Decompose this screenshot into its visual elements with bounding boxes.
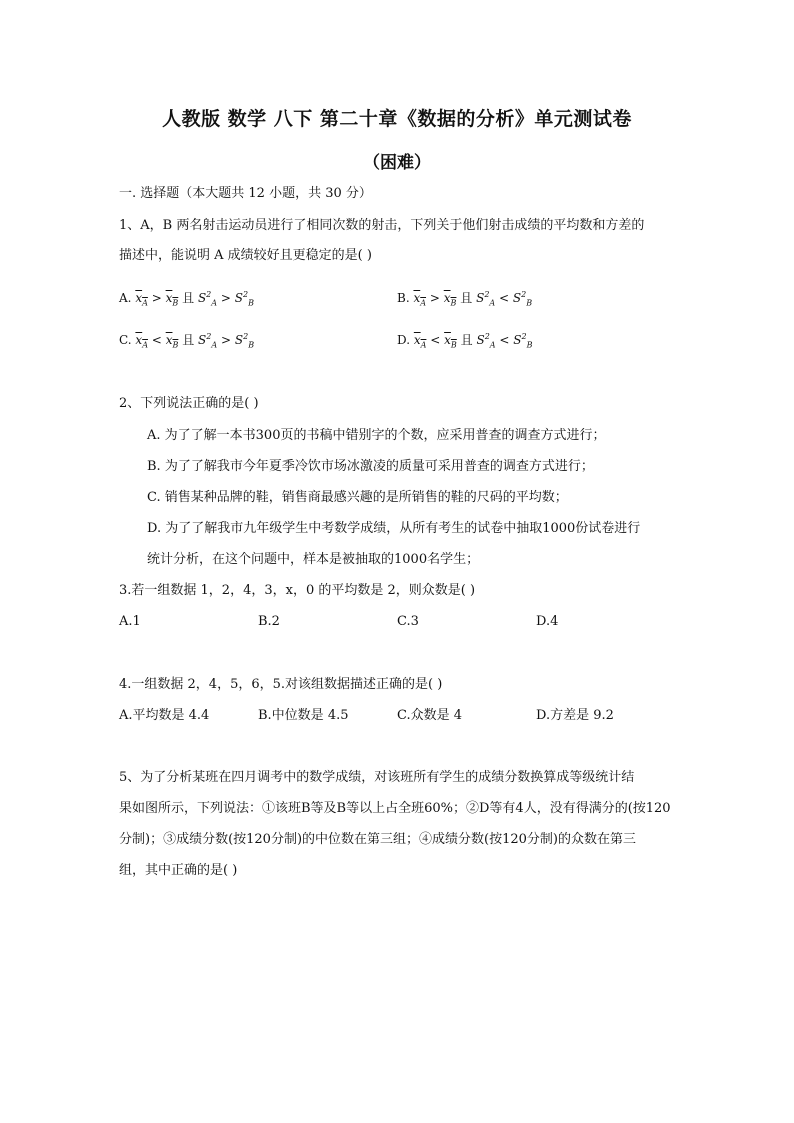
- q3-stem: 3.若一组数据 1，2，4，3，x，0 的平均数是 2，则众数是( ): [119, 583, 476, 598]
- q5-stem-line3: 分制)；③成绩分数(按120分制)的中位数在第三组；④成绩分数(按120分制)的众数在第三: [119, 832, 636, 847]
- q3-option-d: D.4: [536, 614, 559, 629]
- q4-option-a: A.平均数是 4.4: [119, 708, 210, 723]
- q2-option-d-line1: D. 为了了解我市九年级学生中考数学成绩，从所有考生的试卷中抽取1000份试卷进行: [147, 521, 641, 536]
- q1-option-a: A. $x_A > x_B$ 且 $S^2_A > S^2_B$: [119, 290, 254, 308]
- mean-b: $x_B$: [165, 291, 179, 308]
- page-title: 人教版 数学 八下 第二十章《数据的分析》单元测试卷: [162, 108, 632, 130]
- page-subtitle: （困难）: [363, 153, 431, 173]
- q2-option-b: B. 为了了解我市今年夏季冷饮市场冰激凌的质量可采用普查的调查方式进行；: [147, 459, 594, 474]
- q1-stem-line2: 描述中，能说明 A 成绩较好且更稳定的是( ): [119, 248, 372, 263]
- q1-stem-line1: 1、A，B 两名射击运动员进行了相同次数的射击，下列关于他们射击成绩的平均数和方差的: [119, 218, 645, 233]
- q1-option-d: D. $x_A < x_B$ 且 $S^2_A < S^2_B$: [397, 332, 533, 350]
- q3-option-b: B.2: [258, 614, 280, 629]
- q2-option-c: C. 销售某种品牌的鞋，销售商最感兴趣的是所销售的鞋的尺码的平均数；: [147, 490, 568, 505]
- q2-stem: 2、下列说法正确的是( ): [119, 396, 259, 411]
- q5-stem-line2: 果如图所示，下列说法：①该班B等及B等以上占全班60%；②D等有4人，没有得满分的(按120: [119, 801, 671, 816]
- q3-option-c: C.3: [397, 614, 419, 629]
- q4-option-c: C.众数是 4: [397, 708, 463, 723]
- q1-option-c: C. $x_A < x_B$ 且 $S^2_A > S^2_B$: [119, 332, 255, 350]
- q2-option-d-line2: 统计分析，在这个问题中，样本是被抽取的1000名学生；: [147, 552, 480, 567]
- q4-option-d: D.方差是 9.2: [536, 708, 614, 723]
- q2-option-a: A. 为了了解一本书300页的书稿中错别字的个数，应采用普查的调查方式进行；: [147, 428, 606, 443]
- q4-stem: 4.一组数据 2，4，5，6，5.对该组数据描述正确的是( ): [119, 677, 443, 692]
- section-heading: 一. 选择题（本大题共 12 小题，共 30 分）: [119, 186, 372, 201]
- q4-option-b: B.中位数是 4.5: [258, 708, 349, 723]
- q5-stem-line1: 5、为了分析某班在四月调考中的数学成绩，对该班所有学生的成绩分数换算成等级统计结: [119, 770, 635, 785]
- q5-stem-line4: 组，其中正确的是( ): [119, 863, 238, 878]
- mean-a: $x_A$: [135, 291, 148, 308]
- q1-option-b: B. $x_A > x_B$ 且 $S^2_A < S^2_B$: [397, 290, 533, 308]
- q3-option-a: A.1: [119, 614, 141, 629]
